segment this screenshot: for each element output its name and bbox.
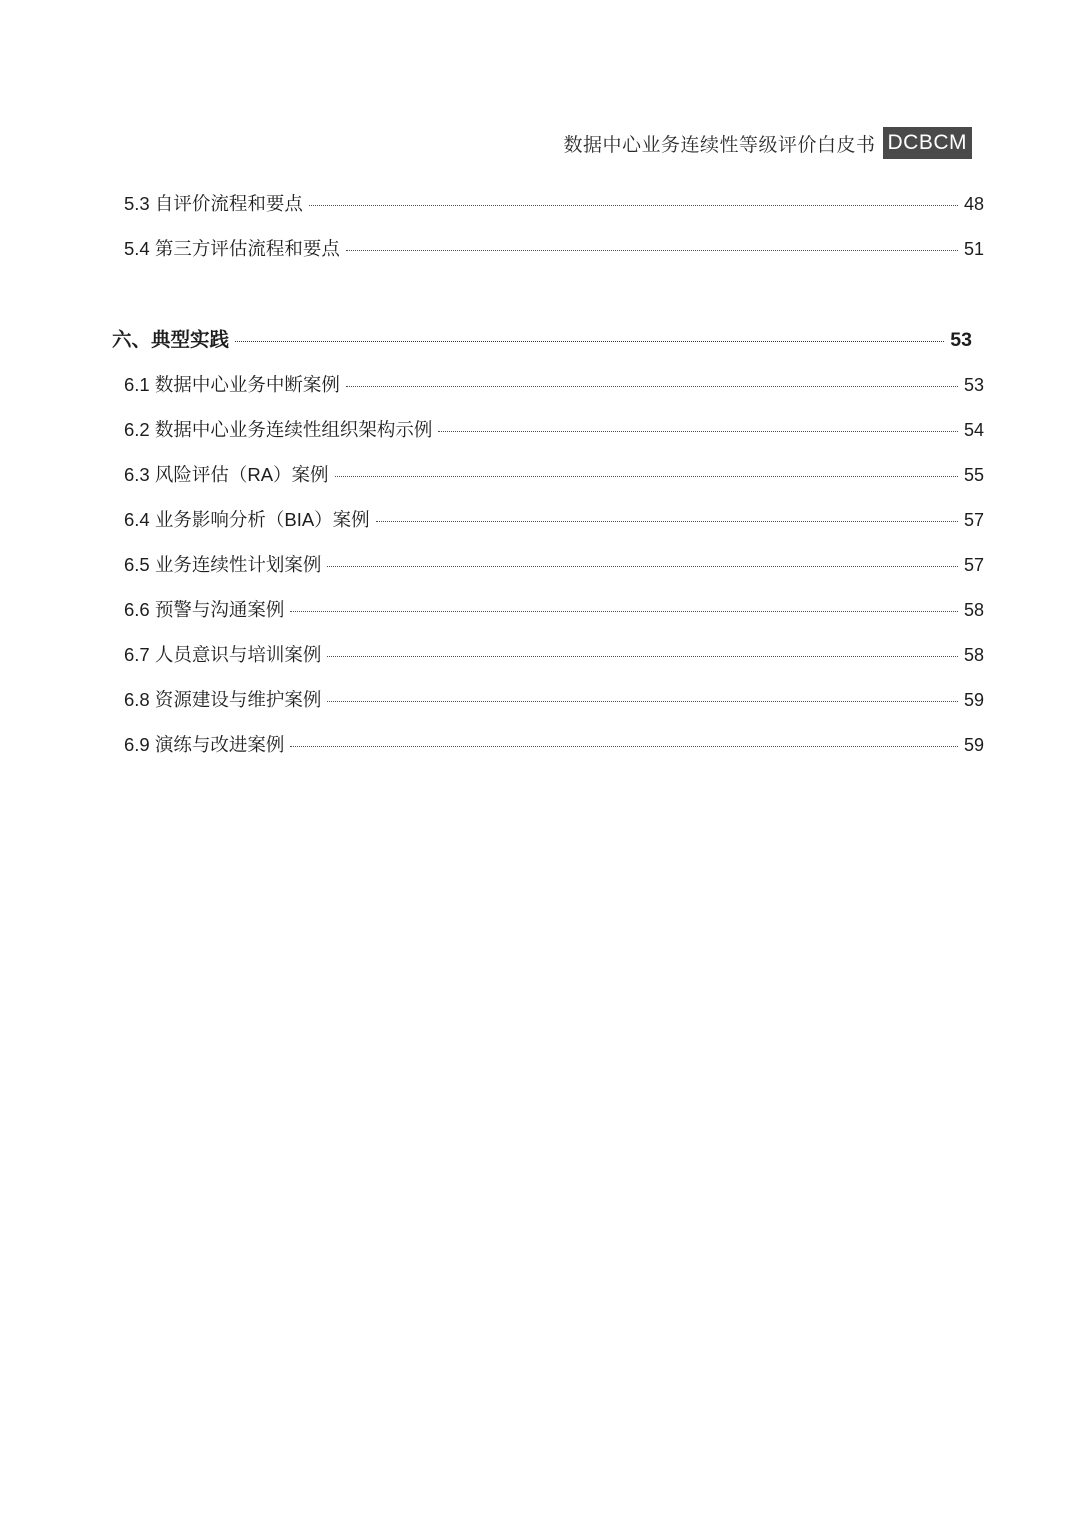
toc-entry-label: 5.3 自评价流程和要点 (124, 193, 303, 214)
toc-row-spacer (112, 712, 972, 731)
toc-entry-label: 6.4 业务影响分析（BIA）案例 (124, 509, 370, 530)
toc-entry-page: 51 (963, 239, 984, 259)
toc-entry-label: 6.8 资源建设与维护案例 (124, 689, 322, 710)
toc-entry-section[interactable] (112, 324, 972, 352)
toc-row-spacer (112, 622, 972, 641)
toc-entry[interactable] (124, 641, 984, 667)
toc-row-spacer (112, 352, 972, 371)
toc-leader-dots (346, 250, 958, 251)
toc-leader-dots (235, 341, 944, 342)
toc-row-spacer (112, 577, 972, 596)
toc-entry-label: 6.9 演练与改进案例 (124, 734, 285, 755)
toc-entry-page: 58 (963, 600, 984, 620)
toc-leader-dots (335, 476, 958, 477)
toc-entry-page: 53 (963, 375, 984, 395)
toc-entry-page: 54 (963, 420, 984, 440)
toc-entry[interactable] (124, 190, 984, 216)
toc-entry-label: 6.3 风险评估（RA）案例 (124, 464, 329, 485)
toc-leader-dots (438, 431, 958, 432)
header-badge: DCBCM (883, 127, 973, 159)
toc-entry-page: 59 (963, 735, 984, 755)
toc-entry-page: 48 (963, 194, 984, 214)
toc-leader-dots (376, 521, 958, 522)
toc-entry-label: 6.5 业务连续性计划案例 (124, 554, 322, 575)
toc-leader-dots (327, 701, 958, 702)
toc-entry-page: 57 (963, 510, 984, 530)
toc-entry-label: 6.6 预警与沟通案例 (124, 599, 285, 620)
toc-entry-label: 6.2 数据中心业务连续性组织架构示例 (124, 419, 433, 440)
toc-row-spacer (112, 532, 972, 551)
toc-section-spacer (112, 261, 972, 305)
toc-leader-dots (327, 566, 958, 567)
toc-entry-page: 55 (963, 465, 984, 485)
toc-entry-label: 6.7 人员意识与培训案例 (124, 644, 322, 665)
toc-row-spacer (112, 397, 972, 416)
toc-entry[interactable] (124, 731, 984, 757)
toc-row-spacer (112, 667, 972, 686)
header-title: 数据中心业务连续性等级评价白皮书 (563, 134, 876, 156)
toc-entry-page: 58 (963, 645, 984, 665)
toc-leader-dots (346, 386, 958, 387)
toc-entry[interactable] (124, 596, 984, 622)
toc-entry-page: 57 (963, 555, 984, 575)
toc-row-spacer (112, 305, 972, 324)
toc-row-spacer (112, 487, 972, 506)
toc-entry-label: 6.1 数据中心业务中断案例 (124, 374, 340, 395)
toc-entry[interactable] (124, 416, 984, 442)
toc-leader-dots (309, 205, 958, 206)
toc-entry[interactable] (124, 461, 984, 487)
toc-entry[interactable] (124, 551, 984, 577)
toc-entry[interactable] (124, 235, 984, 261)
toc-entry[interactable] (124, 506, 984, 532)
toc-leader-dots (290, 611, 958, 612)
toc-entry-label: 六、典型实践 (112, 329, 230, 351)
toc-leader-dots (290, 746, 958, 747)
toc-leader-dots (327, 656, 958, 657)
toc-entry-page: 53 (950, 329, 972, 351)
table-of-contents (112, 190, 984, 757)
toc-entry-page: 59 (963, 690, 984, 710)
toc-entry[interactable] (124, 686, 984, 712)
page-header (0, 126, 1080, 160)
toc-entry-label: 5.4 第三方评估流程和要点 (124, 238, 340, 259)
toc-row-spacer (112, 216, 972, 235)
toc-row-spacer (112, 442, 972, 461)
toc-entry[interactable] (124, 371, 984, 397)
